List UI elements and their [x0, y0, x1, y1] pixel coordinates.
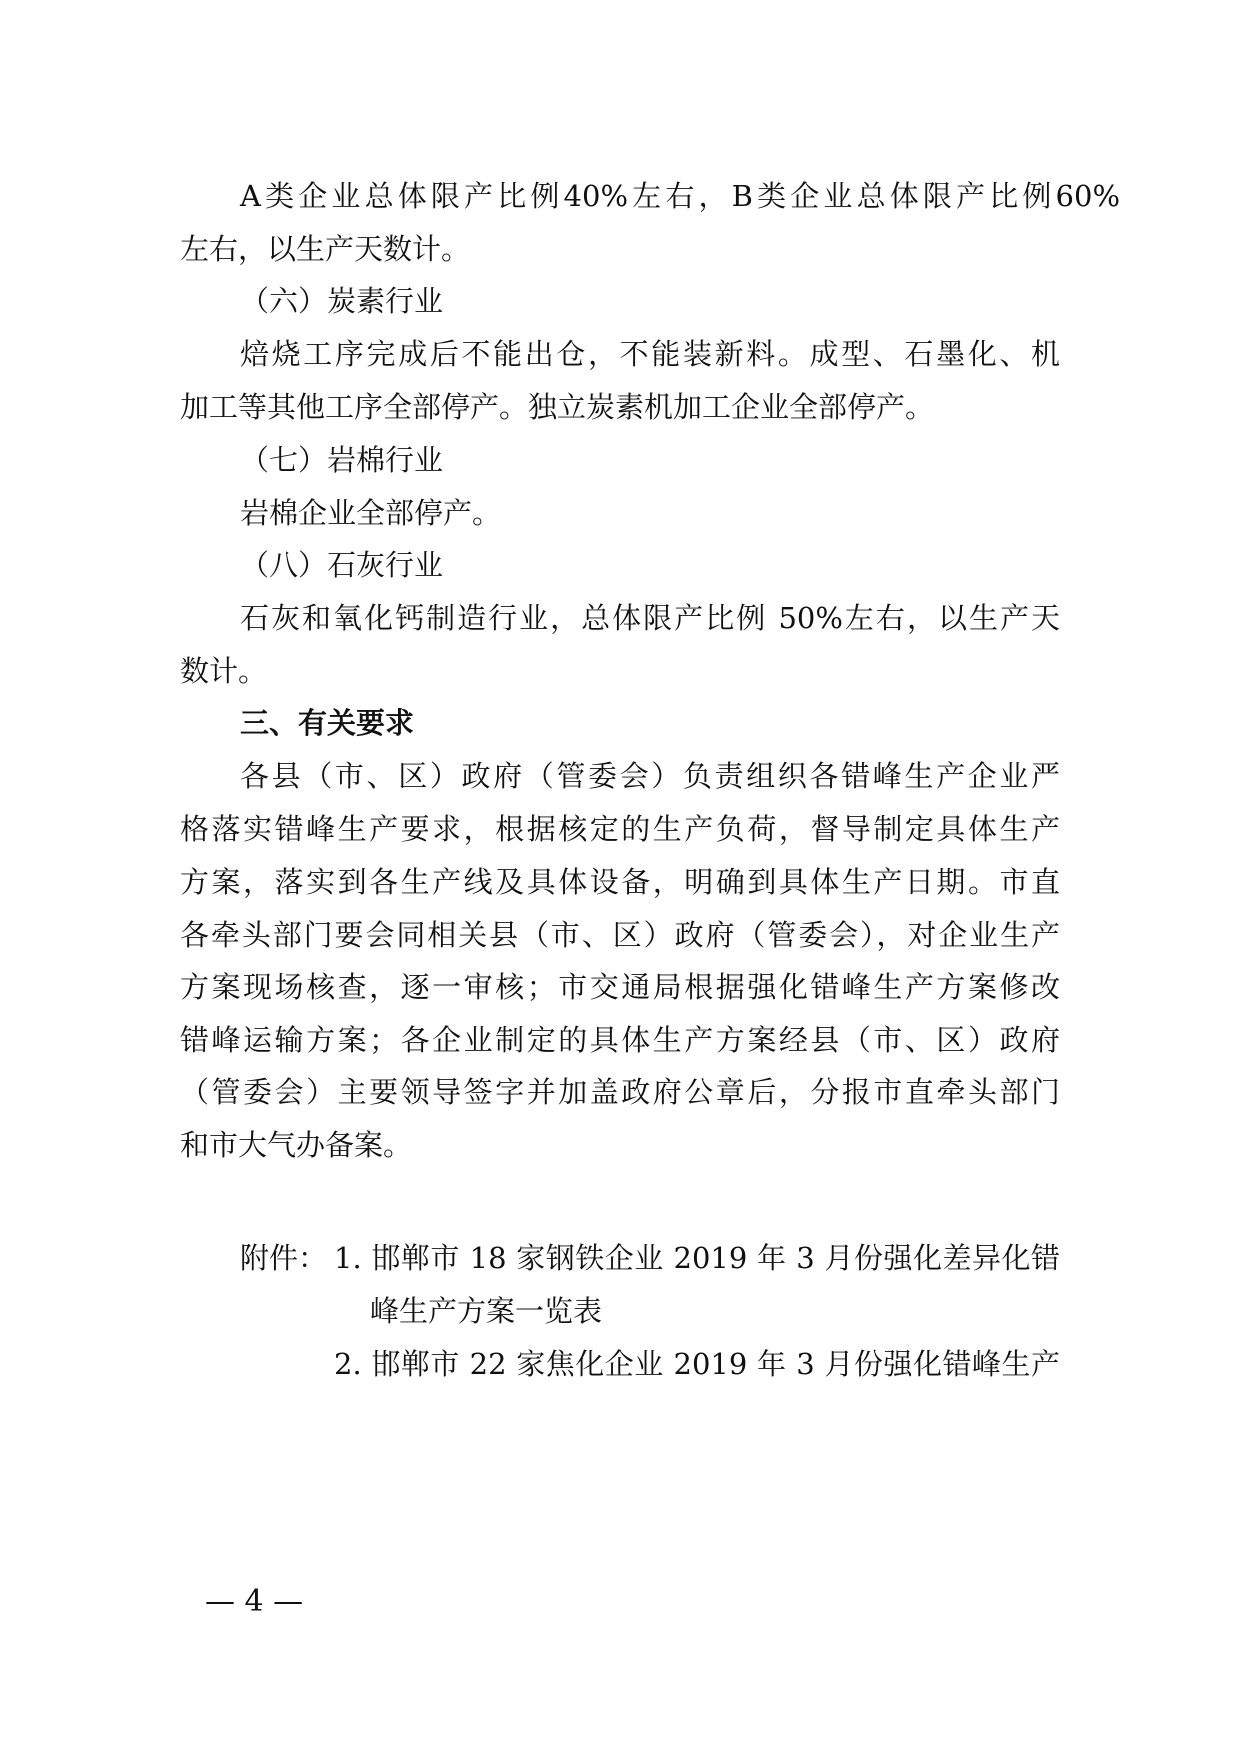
attachment-item-2: 2. 邯郸市 22 家焦化企业 2019 年 3 月份强化错峰生产	[334, 1347, 1060, 1381]
paragraph-line: 格落实错峰生产要求，根据核定的生产负荷，督导制定具体生产	[180, 812, 1060, 846]
section-heading: （七）岩棉行业	[240, 443, 444, 477]
paragraph-line: 石灰和氧化钙制造行业，总体限产比例 50%左右，以生产天	[240, 601, 1060, 635]
attachment-label: 附件：	[240, 1241, 328, 1275]
paragraph-line: 和市大气办备案。	[180, 1128, 413, 1162]
paragraph-line: 左右，以生产天数计。	[180, 232, 471, 266]
attachment-item-1-cont: 峰生产方案一览表	[370, 1294, 603, 1328]
paragraph-line: （管委会）主要领导签字并加盖政府公章后，分报市直牵头部门	[180, 1075, 1060, 1109]
page-number: — 4 —	[205, 1584, 304, 1619]
paragraph-line: 方案现场核查，逐一审核；市交通局根据强化错峰生产方案修改	[180, 970, 1060, 1004]
paragraph-line: A类企业总体限产比例40%左右，B类企业总体限产比例60%	[240, 179, 1120, 213]
paragraph-line: 各县（市、区）政府（管委会）负责组织各错峰生产企业严	[240, 759, 1060, 793]
paragraph-line: 焙烧工序完成后不能出仓，不能装新料。成型、石墨化、机	[240, 337, 1060, 371]
section-heading: （八）石灰行业	[240, 548, 444, 582]
section-heading: （六）炭素行业	[240, 284, 444, 318]
paragraph-line: 数计。	[180, 654, 268, 688]
paragraph-line: 错峰运输方案；各企业制定的具体生产方案经县（市、区）政府	[180, 1023, 1060, 1057]
paragraph-line: 岩棉企业全部停产。	[240, 496, 502, 530]
chapter-heading: 三、有关要求	[240, 706, 415, 740]
paragraph-line: 各牵头部门要会同相关县（市、区）政府（管委会），对企业生产	[180, 918, 1060, 952]
paragraph-line: 加工等其他工序全部停产。独立炭素机加工企业全部停产。	[180, 390, 935, 424]
attachment-item-1: 1. 邯郸市 18 家钢铁企业 2019 年 3 月份强化差异化错	[334, 1241, 1060, 1275]
paragraph-line: 方案，落实到各生产线及具体设备，明确到具体生产日期。市直	[180, 865, 1060, 899]
